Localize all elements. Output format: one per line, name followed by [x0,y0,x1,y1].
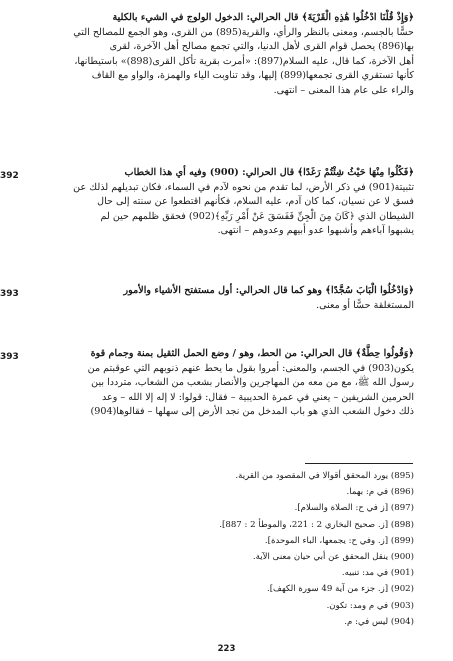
entry-line: الحرمين الشريفين – يعني في عمرة الحديبية – فقال: قولوا: لا إله إلا الله – وعد [101,391,414,403]
entry-line: كأنها تستقري القرى تجمعها(899) إليها، وقد تناوبت الياء والهمزة، والواو مع القاف [91,70,414,82]
footnote: (899) [ز. وفي ح: يجمعها، الباء الموحدة]. [264,535,414,546]
entry-number: 393 [0,352,19,362]
entry-line: ﴿وَإِذْ قُلْنَا ادْخُلُوا هَٰذِهِ الْقَرْيَةَ﴾ قال الحرالي: الدخول الولوج في الشيء بالكلية [112,12,414,23]
footnote: (896) في م: بهما. [346,487,414,498]
entry-392 [38,166,414,239]
footnote: (902) [ز. جزء من آية 49 سورة الكهف]. [266,584,414,595]
entry-line: بها(896) يحصل قوام القرى لأهل الدنيا، والتي تجمع مصالح أهل الآخرة، لقرى [109,41,414,53]
entry-line: رسول الله ﷺ، مع من معه من المهاجرين والأنصار بشعب من الشعاب، مترددا بين [91,377,414,389]
entry-393-hitta [38,347,414,420]
page-number: 223 [217,644,236,654]
entry-line: الشيطان الذي ﴿كَانَ مِنَ الْجِنِّ فَفَسَقَ عَنْ أَمْرِ رَبِّهِ﴾(902) فحقق ظلمهم حين لم [100,210,414,222]
footnote: (900) ينقل المحقق عن أبي حيان معنى الآية. [252,552,414,563]
entry-393-door [38,284,414,313]
footnotes [38,468,414,630]
entry-intro [38,11,414,99]
footnote: (898) [ز. صحيح البخاري 2 : 221، والموطأ 2 : 887]. [219,519,414,530]
entry-line: ﴿وَادْخُلُوا الْبَابَ سُجَّدًا﴾ وهو كما قال الحرالي: أول مستفتح الأشياء والأمور [123,285,414,296]
footnote-divider [305,463,413,464]
entry-line: حسًّا بالجسم، ومعنى بالنظر والرأي، والقرية(895) من القرى، وهو الجمع للمصالح التي [73,26,414,38]
entry-line: فسق لا عن نسيان، كما كان آدم، عليه السلام، فكأنهم اقتطعوا عن سنته إلى حال [97,196,414,208]
entry-number: 393 [0,289,19,299]
entry-line: المستغلقة حسًّا أو معنى. [316,299,414,311]
entry-line: ذلك دخول الشعب الذي هو باب المدخل من نجد الأرض إلى سهلها – فقالوها(904) [90,406,414,418]
entry-number: 392 [0,171,19,181]
entry-line: أهل الآخرة، كما قال، عليه السلام(897): «أمرت بقرية تأكل القرى(898)» باستيطانها، [74,55,414,67]
entry-line: تثبيتة(901) في ذكر الأرض، لما تقدم من نحوه لآدم في السماء، فكان تبديلهم لذلك عن [73,181,414,193]
footnote: (901) في مد: تنبيه. [341,568,414,579]
footnote: (895) يورد المحقق أقوالا في المقصود من القرية. [235,471,414,481]
entry-line: يشبهوا آباءهم وأشبهوا عدو أبيهم وعدوهم – انتهى. [217,225,414,237]
entry-line: والراء على عام هذا المعنى – انتهى. [273,84,414,96]
footnote: (904) ليس في: م. [344,616,414,627]
entry-line: ﴿وَقُولُوا حِطَّةٌ﴾ قال الحرالي: من الحط، وهو / وضع الحمل الثقيل بمنة وجمام قوة [90,348,414,359]
footnote: (897) [ز في ح: الصلاة والسلام]. [294,503,414,514]
entry-line: يكون(903) في الجسم، والمعنى: أمروا بقول ما يحط عنهم ذنوبهم التي عوقبتم من [87,362,414,374]
footnote: (903) في م ومد: تكون. [326,600,414,611]
entry-line: ﴿فَكُلُوا مِنْهَا حَيْثُ شِئْتُمْ رَغَدًا﴾ قال الحرالي: (900) وفيه أي هذا الخطاب [124,167,414,178]
